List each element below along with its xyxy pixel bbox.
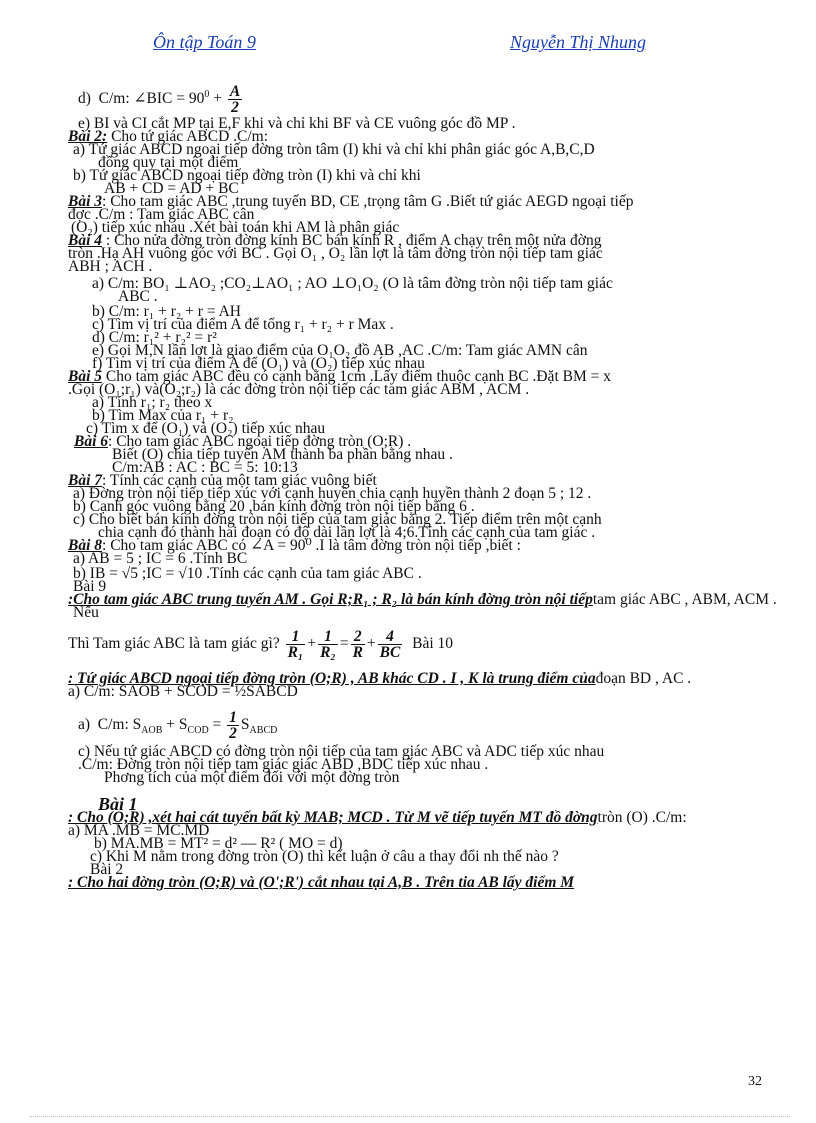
text-line: e) BI và CI cắt MP tại E,F khi và chỉ khi BF và CE vuông góc đồ MP . — [78, 115, 516, 132]
text-line: .Gọi (O₁;r₁) và(O₂;r₂) là các đờng tròn nội tiếp các tam giác ABM , ACM . — [68, 381, 530, 398]
text-line: a) Tứ giác ABCD ngoại tiếp đờng tròn tâm (I) khi và chỉ khi phân giác góc A,B,C,D — [73, 141, 595, 158]
fraction-2-r: $\frac{2}{R}$ — [352, 628, 363, 661]
text-line: tròn (O) .C/m: — [597, 809, 687, 826]
text-line: : Cho tam giác ABC có ∠A = 90⁰ .I là tâm đờng tròn nội tiếp ,biết : — [102, 537, 521, 554]
text-line: AB + CD = AD + BC — [104, 180, 239, 197]
exercise-label: Bài 6 — [74, 433, 109, 450]
footer-divider — [30, 1116, 790, 1117]
text-line: đợc .C/m : Tam giác ABC cân — [68, 206, 255, 223]
text-line: Nếu — [73, 604, 99, 621]
text-line: đồng quy tại một điểm — [98, 154, 239, 171]
text-line: c) Tìm vị trí của điểm A để tổng r₁ + r₂ + r Max . — [92, 316, 394, 333]
exercise-label: Bài 7 — [68, 472, 103, 489]
text-line: e) Gọi M,N lần lợt là giao điểm của O₁O₂ đồ AB ,AC .C/m: Tam giác AMN cân — [92, 342, 588, 359]
text-line: Phơng tích của một điểm đối với một đờng tròn — [104, 769, 400, 786]
text-line: b) C/m: r₁ + r₂ + r = AH — [92, 303, 241, 320]
text-line: tam giác ABC , ABM, ACM . — [592, 591, 777, 608]
exercise-label: :Cho tam giác ABC trung tuyến AM . Gọi R;R₁ ; R₂ là bán kính đờng tròn nội tiếp — [68, 591, 593, 608]
text-line: c) Tìm x để (O₁) và (O₂) tiếp xúc nhau — [86, 420, 326, 437]
text-line: : Cho nửa đờng tròn đờng kính BC bán kính R , điểm A chạy trên một nửa đờng — [102, 232, 602, 249]
text-line: a) Đờng tròn nội tiếp tiếp xúc với cạnh huyền chia cạnh huyền thành 2 đoạn 5 ; 12 . — [73, 485, 592, 502]
text-line: ABH ; ACH . — [68, 258, 153, 275]
text-line: a) Tính r₁; r₂ theo x — [92, 394, 213, 411]
text-line: a) C/m: BO₁ ⊥AO₂ ;CO₂⊥AO₁ ; AO ⊥O₁O₂ (O là tâm đờng tròn nội tiếp tam giác — [92, 275, 613, 292]
text-line: Cho tam giác ABC đều có cạnh bằng 1cm .Lấy điểm thuộc cạnh BC .Đặt BM = x — [102, 368, 611, 385]
text-line: (O₂) tiếp xúc nhau .Xét bài toán khi AM là phân giác — [71, 219, 400, 236]
exercise-label: Bài 4 — [68, 232, 103, 249]
text-line: Bài 2 — [90, 861, 124, 878]
area-formula-line: a) C/m: $S_{AOB} + S_{COD}$ = $\frac{1}{2}$ $S_{ABCD}$ — [78, 709, 278, 742]
text-line: b) Cạnh góc vuông bằng 20 ,bán kính đờng tròn nội tiếp bằng 6 . — [73, 498, 475, 515]
text-line: .C/m: Đờng tròn nội tiếp tam giác giác ABD ,BDC tiếp xúc nhau . — [78, 756, 489, 773]
text-line: d) C/m: r₁² + r₂² = r² — [92, 329, 217, 346]
fraction-a-over-2: $\frac{A}{2}$ — [229, 83, 241, 116]
text-line: Biết (O) chia tiếp tuyến AM thành ba phần bằng nhau . — [112, 446, 453, 463]
exercise-label: Bài 5 — [68, 368, 103, 385]
text-line: b) Tìm Max của r₁ + r₂ — [92, 407, 234, 424]
text-line: b) MA.MB = MT² = d² — R² ( MO = d) — [94, 835, 343, 852]
text-line: Bài 9 — [73, 578, 107, 595]
exercise-label: : Tứ giác ABCD ngoại tiếp đờng tròn (O;R) , AB khác CD . I , K là trung điểm của — [68, 670, 596, 687]
text-line: c) Nếu tứ giác ABCD có đờng tròn nội tiếp của tam giác ABC và ADC tiếp xúc nhau — [78, 743, 605, 760]
fraction-half: $\frac{1}{2}$ — [229, 709, 237, 742]
fraction-1-r1: $\frac{1}{\text{R₁}}$ — [287, 628, 304, 661]
text-line: đoạn BD , AC . — [595, 670, 692, 687]
fraction-1-r2: $\frac{1}{\text{R₂}}$ — [320, 628, 336, 661]
text-line: b) Tứ giác ABCD ngoại tiếp đờng tròn (I) khi và chỉ khi — [73, 167, 421, 184]
exercise-label: Bài 3 — [68, 193, 103, 210]
text-line: a) AB = 5 ; IC = 6 .Tính BC — [73, 550, 248, 567]
text-line: C/m:AB : AC : BC = 5: 10:13 — [112, 459, 298, 476]
text-line: ABC . — [118, 288, 158, 305]
text-line: c) Cho biết bán kính đờng tròn nội tiếp của tam giác bằng 2. Tiếp điểm trên một cạnh — [73, 511, 602, 528]
text-line: Cho tứ giác ABCD .C/m: — [107, 128, 269, 145]
header-right: Nguyễn Thị Nhung — [510, 32, 647, 52]
text-line: Thì Tam giác ABC là tam giác gì? — [68, 635, 280, 653]
text-line: c) Khi M nằm trong đờng tròn (O) thì kết luận ở câu a thay đổi nh thế nào ? — [90, 848, 559, 865]
fraction-4-bc: $\frac{4}{BC}$ — [379, 628, 401, 661]
exercise-label: Bài 8 — [68, 537, 103, 554]
text-line: b) IB = √5 ;IC = √10 .Tính các cạnh của tam giác ABC . — [73, 565, 422, 582]
text-line: : Tính các cạnh của một tam giác vuông biết — [102, 472, 377, 489]
line-d-angle: d) C/m: ∠BIC = $90^0$ + $\frac{A}{2}$ — [78, 83, 241, 116]
exercise-label: : Cho hai đờng tròn (O;R) và (O';R') cắt nhau tại A,B . Trên tia AB lấy điểm M — [68, 874, 575, 891]
page-number: 32 — [748, 1074, 762, 1089]
text-line: Bài 10 — [412, 635, 454, 653]
exercise-label: : Cho (O;R) ,xét hai cát tuyến bất kỳ MAB; MCD . Từ M vẽ tiếp tuyến MT đồ đờng — [68, 809, 598, 826]
formula-line: Thì Tam giác ABC là tam giác gì? $\frac{1}{\text{R₁}}$ + $\frac{1}{\text{R₂}}$ = $\frac{2}{R}$ + $\frac{4}{BC}$ Bài 10 — [68, 628, 454, 661]
text-line: a) MA .MB = MC.MD — [68, 822, 210, 839]
text-line: tròn .Hạ AH vuông góc với BC . Gọi O₁ , O₂ lần lợt là tâm đờng tròn nội tiếp tam giác — [68, 245, 603, 262]
text-line: : Cho tam giác ABC ,trung tuyến BD, CE ,trọng tâm G .Biết tứ giác AEGD ngoại tiếp — [102, 193, 634, 210]
text-line: chia cạnh đó thành hai đoạn có độ dài lần lợt là 4;6.Tính các cạnh của tam giác . — [98, 524, 596, 541]
header-left: Ôn tập Toán 9 — [153, 32, 256, 52]
document-body — [68, 80, 777, 891]
exercise-label: Bài 2: — [68, 128, 108, 145]
text-line: f) Tìm vị trí của điểm A để (O₁) và (O₂) tiếp xúc nhau — [92, 355, 425, 372]
text-line: a) C/m: SAOB + SCOD = ½SABCD — [68, 683, 298, 700]
section-title: Bài 1 — [98, 794, 138, 814]
text-line: : Cho tam giác ABC ngoại tiếp đờng tròn (O;R) . — [108, 433, 412, 450]
